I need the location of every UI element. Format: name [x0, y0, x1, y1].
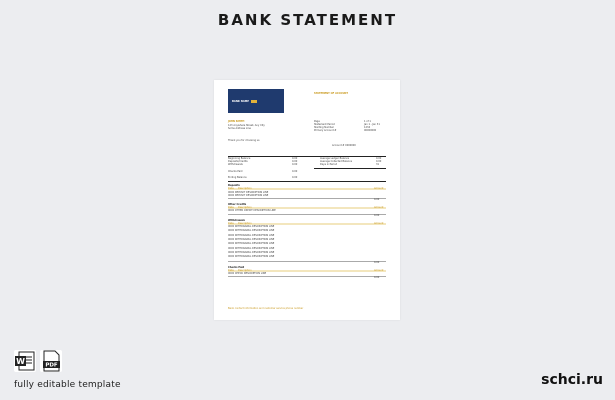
summary-left-label-4: Checks Paid: [228, 170, 243, 173]
info-value-1: 1 of 1: [364, 120, 371, 123]
transaction-row: 0000 WITHDRAWAL DESCRIPTION LINE: [228, 246, 275, 250]
page-title: BANK STATEMENT: [217, 11, 398, 29]
column-header: Description: [238, 268, 252, 272]
pdf-file-icon: [40, 350, 62, 372]
summary-left-value-4: 0.00: [292, 170, 298, 173]
summary-right-label-3: Days in Period: [320, 163, 338, 166]
info-label-3: Starting Number: [314, 126, 334, 129]
transaction-row: 0000 WITHDRAWAL DESCRIPTION LINE: [228, 250, 275, 254]
statement-document: [214, 80, 400, 320]
section-rule: [228, 198, 386, 199]
column-header: Date: [228, 268, 234, 272]
column-header: Date: [228, 187, 234, 190]
logo-text: BANK NAME: [232, 99, 249, 103]
summary-left-label-3: Withdrawals: [228, 163, 243, 166]
column-header: Description: [238, 187, 252, 190]
customer-name: JOHN SMITH: [228, 120, 245, 123]
transaction-row: 0000 WITHDRAWAL DESCRIPTION LINE: [228, 229, 275, 233]
summary-left-label-5: Ending Balance: [228, 176, 247, 179]
column-header: Amount: [374, 268, 384, 272]
section-title: Other Credits: [228, 202, 247, 206]
footer-note: Bank contact information and customer service phone number: [228, 307, 304, 310]
word-file-icon: [14, 350, 36, 372]
column-header: Amount: [374, 187, 384, 190]
info-label-1: Page: [314, 120, 320, 123]
summary-right-rule: [314, 168, 386, 169]
summary-left-label-1: Beginning Balance: [228, 157, 251, 160]
address-line-2: Some Address Line: [228, 127, 251, 130]
summary-left-label-2: Deposits/Credits: [228, 160, 248, 163]
section-total: 0.00: [374, 197, 380, 201]
summary-left-value-2: 0.00: [292, 160, 298, 163]
column-header: Description: [238, 205, 252, 209]
transaction-row: 0000 WITHDRAWAL DESCRIPTION LINE: [228, 242, 275, 246]
summary-left-value-3: 0.00: [292, 163, 298, 166]
transaction-row: 0000 DEPOSIT DESCRIPTION LINE: [228, 190, 269, 194]
brand-name: schci.ru: [541, 372, 603, 388]
account-note: Account # 0000000: [332, 144, 356, 147]
section-rule: [228, 214, 386, 215]
info-label-2: Statement Period: [314, 123, 335, 126]
section-rule: [228, 276, 386, 277]
tagline: fully editable template: [14, 380, 121, 390]
column-header: Date: [228, 221, 234, 225]
bank-logo: [228, 89, 284, 113]
summary-right-label-1: Average Ledger Balance: [320, 157, 350, 160]
address-line-1: 123 Anywhere Street, Any City: [228, 124, 265, 127]
summary-left-value-5: 0.00: [292, 176, 298, 179]
transaction-row: 0000 WITHDRAWAL DESCRIPTION LINE: [228, 225, 275, 229]
section-title: Checks Paid: [228, 265, 245, 269]
column-header: Amount: [374, 205, 384, 209]
logo-mark-icon: [251, 100, 257, 103]
summary-right-value-3: 31: [376, 163, 380, 166]
pdf-badge-text: PDF: [45, 362, 58, 369]
column-header: Date: [228, 205, 234, 209]
transaction-row: 0000 OTHER CREDIT DESCRIPTION LINE: [228, 209, 276, 213]
summary-left-value-1: 0.00: [292, 157, 298, 160]
info-value-3: 1234: [364, 126, 371, 129]
column-header: Amount: [374, 221, 384, 225]
summary-right-value-1: 0.00: [376, 157, 382, 160]
section-rule: [228, 261, 386, 262]
section-total: 0.00: [374, 213, 380, 217]
transaction-row: 0000 WITHDRAWAL DESCRIPTION LINE: [228, 255, 275, 259]
section-title: Withdrawals: [228, 218, 245, 222]
word-badge-text: W: [16, 357, 25, 366]
section-total: 0.00: [374, 260, 380, 264]
greeting: Thank you for choosing us: [228, 139, 260, 142]
section-total: 0.00: [374, 276, 380, 280]
summary-top-rule: [228, 156, 386, 157]
info-label-4: Primary Account #: [314, 129, 337, 132]
statement-heading: STATEMENT OF ACCOUNT: [314, 92, 349, 95]
transaction-row: 0000 CHECK DESCRIPTION LINE: [228, 272, 267, 275]
info-value-2: Jan 1 - Jan 31: [364, 123, 380, 126]
summary-bottom-rule: [228, 181, 386, 182]
column-header: Description: [238, 221, 252, 225]
transaction-row: 0000 DEPOSIT DESCRIPTION LINE: [228, 193, 269, 197]
section-title: Deposits: [228, 184, 240, 187]
transaction-row: 0000 WITHDRAWAL DESCRIPTION LINE: [228, 238, 275, 241]
summary-right-value-2: 0.00: [376, 160, 382, 163]
transaction-row: 0000 WITHDRAWAL DESCRIPTION LINE: [228, 233, 275, 237]
info-value-4: 00000000: [364, 129, 377, 132]
summary-right-label-2: Average Collected Balance: [320, 160, 353, 163]
